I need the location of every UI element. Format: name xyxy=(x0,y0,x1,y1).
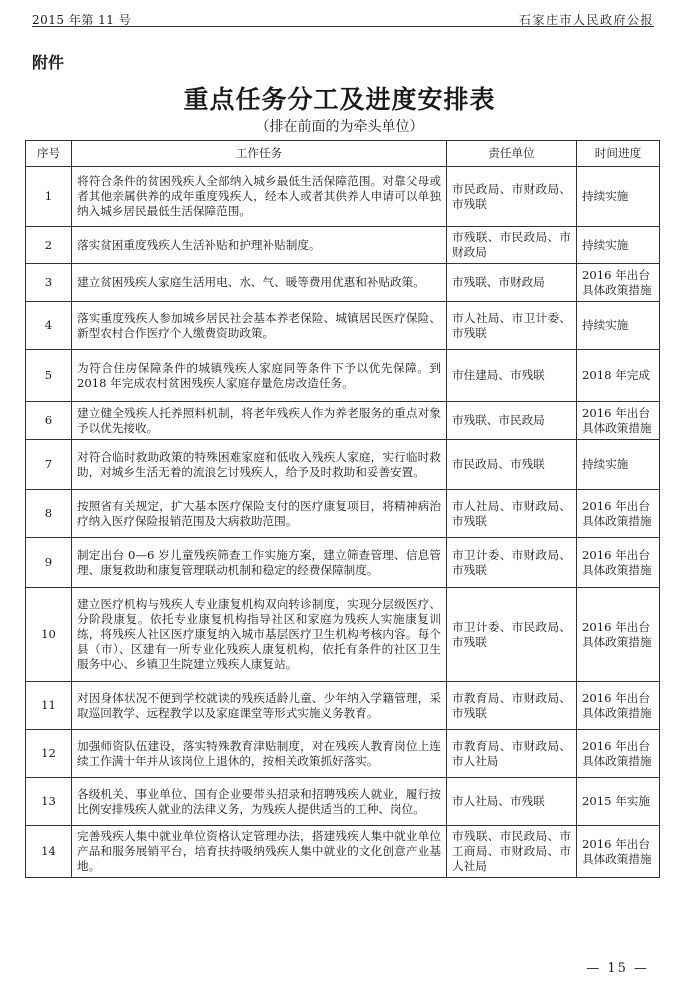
row-number: 10 xyxy=(26,588,72,682)
responsible-unit-cell: 市人社局、市卫计委、市残联 xyxy=(447,302,577,350)
row-number: 8 xyxy=(26,490,72,538)
row-number: 14 xyxy=(26,826,72,878)
table-row xyxy=(26,826,660,878)
task-cell: 完善残疾人集中就业单位资格认定管理办法，搭建残疾人集中就业单位产品和服务展销平台，培育扶持吸纳残疾人集中就业的文化创意产业基地。 xyxy=(72,826,447,878)
table-row xyxy=(26,402,660,440)
page-number: — 15 — xyxy=(586,961,649,976)
schedule-cell: 2016 年出台具体政策措施 xyxy=(577,588,660,682)
schedule-cell: 2016 年出台具体政策措施 xyxy=(577,538,660,588)
responsible-unit-cell: 市住建局、市残联 xyxy=(447,350,577,402)
table-row xyxy=(26,588,660,682)
task-cell: 为符合住房保障条件的城镇残疾人家庭同等条件下予以优先保障。到 2018 年完成农村贫困残疾人家庭存量危房改造任务。 xyxy=(72,350,447,402)
task-cell: 各级机关、事业单位、国有企业要带头招录和招聘残疾人就业，履行按比例安排残疾人就业的法律义务，为残疾人提供适当的工种、岗位。 xyxy=(72,778,447,826)
table-row xyxy=(26,490,660,538)
responsible-unit-cell: 市残联、市民政局 xyxy=(447,402,577,440)
task-cell: 建立贫困残疾人家庭生活用电、水、气、暖等费用优惠和补贴政策。 xyxy=(72,264,447,302)
schedule-cell: 持续实施 xyxy=(577,302,660,350)
responsible-unit-cell: 市教育局、市财政局、市残联 xyxy=(447,682,577,730)
responsible-unit-cell: 市残联、市财政局 xyxy=(447,264,577,302)
schedule-cell: 2018 年完成 xyxy=(577,350,660,402)
publication-name: 石家庄市人民政府公报 xyxy=(518,13,654,27)
task-cell: 对因身体状况不便到学校就读的残疾适龄儿童、少年纳入学籍管理，采取巡回教学、远程教学以及家庭课堂等形式实施义务教育。 xyxy=(72,682,447,730)
column-header-time: 时间进度 xyxy=(577,141,660,167)
task-cell: 落实重度残疾人参加城乡居民社会基本养老保险、城镇居民医疗保险、新型农村合作医疗个人缴费资助政策。 xyxy=(72,302,447,350)
table-row xyxy=(26,682,660,730)
row-number: 4 xyxy=(26,302,72,350)
responsible-unit-cell: 市卫计委、市财政局、市残联 xyxy=(447,538,577,588)
responsible-unit-cell: 市民政局、市残联 xyxy=(447,440,577,490)
task-cell: 对符合临时救助政策的特殊困难家庭和低收入残疾人家庭，实行临时救助，对城乡生活无着的流浪乞讨残疾人，给予及时救助和妥善安置。 xyxy=(72,440,447,490)
task-cell: 建立健全残疾人托养照料机制，将老年残疾人作为养老服务的重点对象予以优先接收。 xyxy=(72,402,447,440)
task-cell: 建立医疗机构与残疾人专业康复机构双向转诊制度，实现分层级医疗、分阶段康复。依托专业康复机构指导社区和家庭为残疾人实施康复训练，将残疾人社区医疗康复纳入城市基层医疗卫生机构考核内容。每个县（市）、区建有一所专业化残疾人康复机构，依托有条件的社区卫生服务中心、乡镇卫生院建立残疾人康复站。 xyxy=(72,588,447,682)
schedule-cell: 持续实施 xyxy=(577,227,660,264)
column-header-no: 序号 xyxy=(26,141,72,167)
row-number: 3 xyxy=(26,264,72,302)
table-row xyxy=(26,264,660,302)
table-row xyxy=(26,227,660,264)
table-row xyxy=(26,167,660,227)
schedule-cell: 2016 年出台具体政策措施 xyxy=(577,490,660,538)
row-number: 12 xyxy=(26,730,72,778)
responsible-unit-cell: 市教育局、市财政局、市人社局 xyxy=(447,730,577,778)
schedule-cell: 持续实施 xyxy=(577,440,660,490)
column-header-unit: 责任单位 xyxy=(447,141,577,167)
table-row xyxy=(26,302,660,350)
responsible-unit-cell: 市残联、市民政局、市工商局、市财政局、市人社局 xyxy=(447,826,577,878)
column-header-task: 工作任务 xyxy=(72,141,447,167)
page-title: 重点任务分工及进度安排表 xyxy=(183,85,496,114)
row-number: 5 xyxy=(26,350,72,402)
task-cell: 落实贫困重度残疾人生活补贴和护理补贴制度。 xyxy=(72,227,447,264)
task-table xyxy=(25,140,660,878)
row-number: 6 xyxy=(26,402,72,440)
schedule-cell: 2015 年实施 xyxy=(577,778,660,826)
table-row xyxy=(26,350,660,402)
row-number: 2 xyxy=(26,227,72,264)
table-body xyxy=(26,167,660,878)
table-row xyxy=(26,440,660,490)
row-number: 11 xyxy=(26,682,72,730)
table-header-row xyxy=(26,141,660,167)
responsible-unit-cell: 市人社局、市财政局、市残联 xyxy=(447,490,577,538)
task-cell: 按照省有关规定，扩大基本医疗保险支付的医疗康复项目，将精神病治疗纳入医疗保险报销范围及大病救助范围。 xyxy=(72,490,447,538)
responsible-unit-cell: 市人社局、市残联 xyxy=(447,778,577,826)
schedule-cell: 持续实施 xyxy=(577,167,660,227)
schedule-cell: 2016 年出台具体政策措施 xyxy=(577,402,660,440)
schedule-cell: 2016 年出台具体政策措施 xyxy=(577,826,660,878)
task-cell: 加强师资队伍建设，落实特殊教育津贴制度，对在残疾人教育岗位上连续工作满十年并从该岗位上退休的，按相关政策抓好落实。 xyxy=(72,730,447,778)
responsible-unit-cell: 市民政局、市财政局、市残联 xyxy=(447,167,577,227)
row-number: 1 xyxy=(26,167,72,227)
attachment-label: 附件 xyxy=(32,53,65,72)
schedule-cell: 2016 年出台具体政策措施 xyxy=(577,730,660,778)
task-cell: 将符合条件的贫困残疾人全部纳入城乡最低生活保障范围。对靠父母或者其他亲属供养的成年重度残疾人，经本人或者其供养人申请可以单独纳入城乡居民最低生活保障范围。 xyxy=(72,167,447,227)
issue-number: 2015 年第 11 号 xyxy=(32,13,132,27)
table-row xyxy=(26,538,660,588)
table-row xyxy=(26,730,660,778)
table-row xyxy=(26,778,660,826)
responsible-unit-cell: 市卫计委、市民政局、市残联 xyxy=(447,588,577,682)
task-cell: 制定出台 0—6 岁儿童残疾筛查工作实施方案，建立筛查管理、信息管理、康复救助和康复管理联动机制和稳定的经费保障制度。 xyxy=(72,538,447,588)
row-number: 13 xyxy=(26,778,72,826)
page-subtitle: （排在前面的为牵头单位） xyxy=(255,119,424,135)
header-divider xyxy=(32,26,654,27)
page-header xyxy=(32,8,654,26)
row-number: 9 xyxy=(26,538,72,588)
schedule-cell: 2016 年出台具体政策措施 xyxy=(577,264,660,302)
row-number: 7 xyxy=(26,440,72,490)
responsible-unit-cell: 市残联、市民政局、市财政局 xyxy=(447,227,577,264)
schedule-cell: 2016 年出台具体政策措施 xyxy=(577,682,660,730)
